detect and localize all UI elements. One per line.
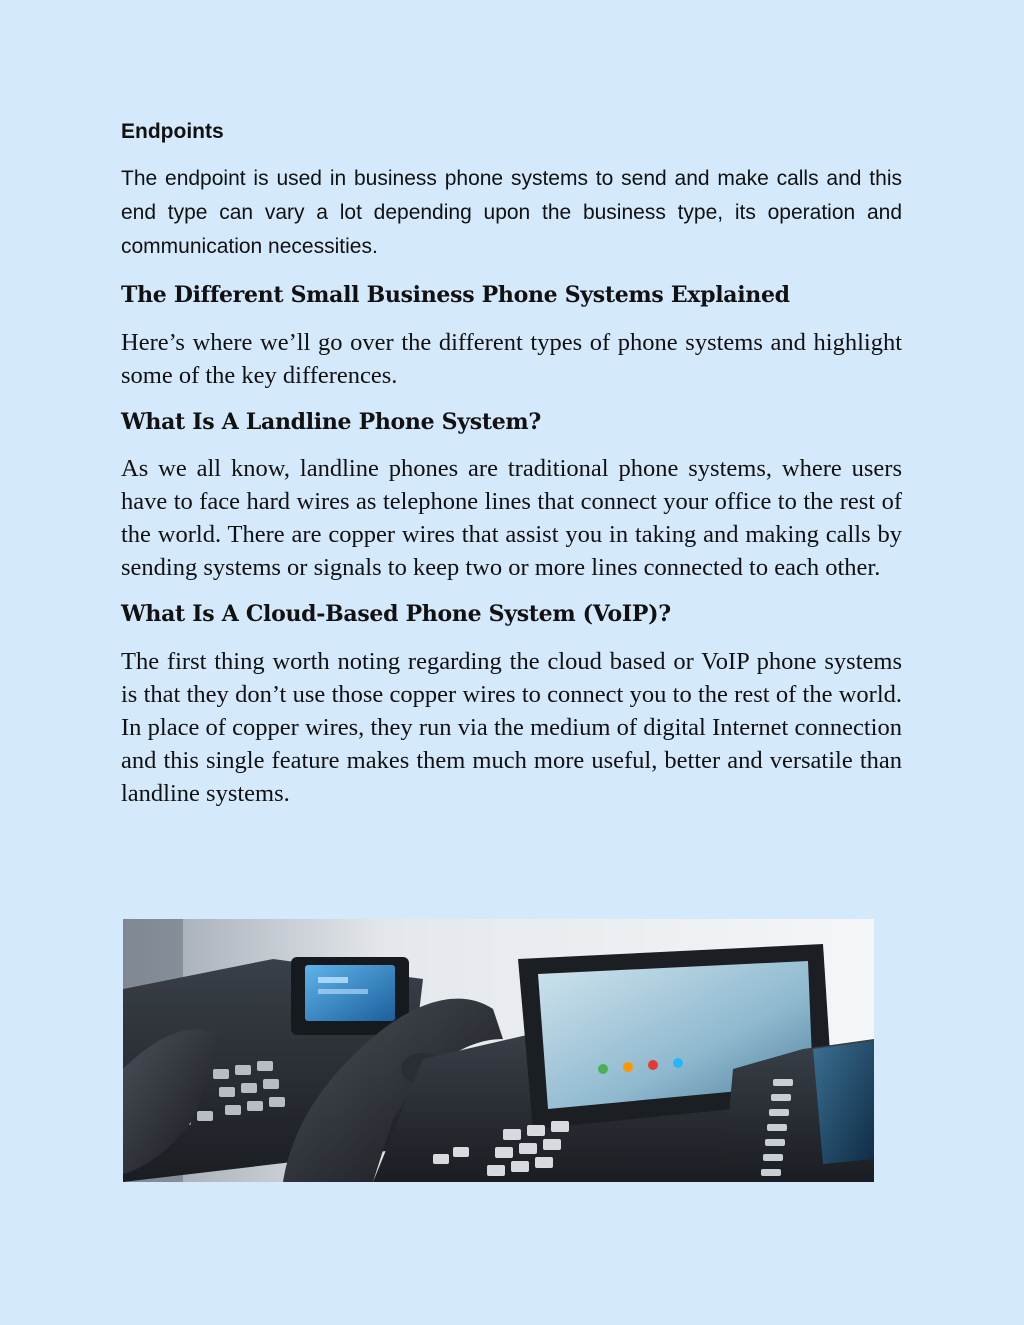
paragraph-endpoints: The endpoint is used in business phone systems to send and make calls and this end type can vary a lot depending upon the business type, its operation and communication necessities.: [121, 167, 902, 259]
heading-endpoints: Endpoints: [121, 120, 224, 143]
document-content: [121, 118, 902, 826]
heading-landline: What Is A Landline Phone System?: [121, 408, 541, 435]
heading-cloud-voip: What Is A Cloud-Based Phone System (VoIP)?: [121, 601, 671, 628]
heading-phone-systems-explained: The Different Small Business Phone Systems Explained: [121, 282, 790, 309]
paragraph-landline: As we all know, landline phones are traditional phone systems, where users have to face hard wires as telephone lines that connect your office to the rest of the world. There are copper wires that assist you in taking and making calls by sending systems or signals to keep two or more lines connected to each other.: [121, 455, 902, 582]
paragraph-phone-systems-explained: Here’s where we’ll go over the different types of phone systems and highlight some of the key differences.: [121, 328, 902, 389]
office-ip-phones-photo: [123, 919, 874, 1182]
paragraph-cloud-voip: The first thing worth noting regarding the cloud based or VoIP phone systems is that they don’t use those copper wires to connect you to the rest of the world. In place of copper wires, they run via the medium of digital Internet connection and this single feature makes them much more useful, better and versatile than landline systems.: [121, 648, 902, 808]
